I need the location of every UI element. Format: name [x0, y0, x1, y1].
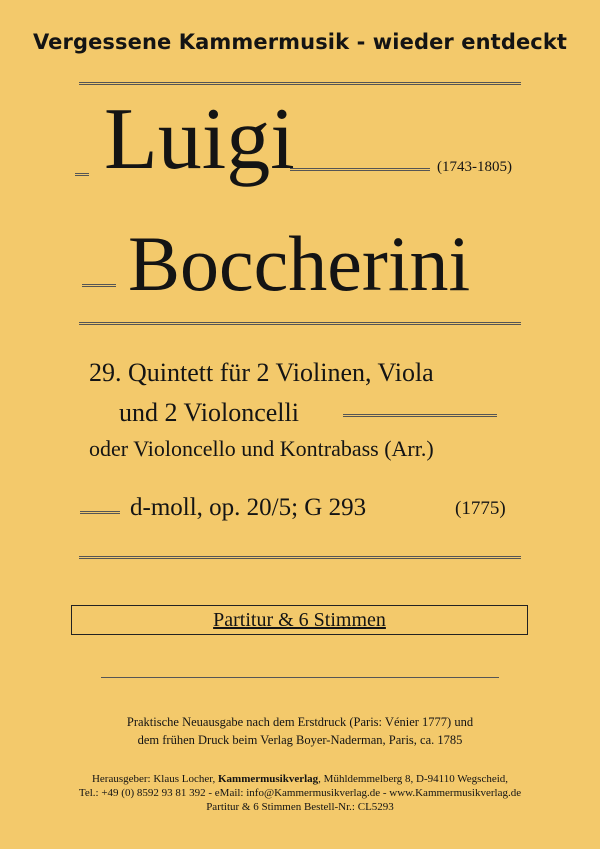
- publisher-address: , Mühldemmelberg 8, D-94110 Wegscheid,: [318, 773, 509, 785]
- series-title: Vergessene Kammermusik - wieder entdeckt: [32, 30, 568, 54]
- decor-line: [75, 173, 89, 176]
- decor-line: [80, 511, 120, 514]
- decor-line: [82, 284, 116, 287]
- composer-first-name: Luigi: [104, 91, 295, 188]
- work-year: (1775): [455, 498, 506, 519]
- divider-lower: [79, 556, 521, 559]
- source-note-line1: Praktische Neuausgabe nach dem Erstdruck (Paris: Vénier 1777) und: [126, 715, 474, 729]
- publisher-name: Kammermusikverlag: [217, 773, 319, 785]
- edition-label: Partitur & 6 Stimmen: [213, 609, 386, 631]
- divider-middle: [79, 322, 521, 325]
- thin-divider: [101, 677, 499, 678]
- decor-line: [343, 414, 497, 417]
- publisher-contact: Tel.: +49 (0) 8592 93 81 392 - eMail: info@Kammermusikverlag.de - www.Kammermusikverlag.de: [78, 787, 522, 799]
- work-alternative-scoring: oder Violoncello und Kontrabass (Arr.): [89, 436, 434, 461]
- work-title-line1: 29. Quintett für 2 Violinen, Viola: [89, 358, 434, 387]
- composer-last-name: Boccherini: [128, 220, 471, 307]
- editor-text: Herausgeber: Klaus Locher,: [91, 773, 218, 785]
- order-number: Partitur & 6 Stimmen Bestell-Nr.: CL5293: [206, 801, 394, 813]
- edition-box: [71, 605, 528, 635]
- work-key-catalog: d-moll, op. 20/5; G 293: [130, 494, 367, 521]
- divider-top: [79, 82, 521, 85]
- composer-dates: (1743-1805): [437, 159, 512, 175]
- decor-line: [290, 168, 430, 171]
- source-note-line2: dem frühen Druck beim Verlag Boyer-Naderman, Paris, ca. 1785: [137, 733, 463, 747]
- work-title-line2: und 2 Violoncelli: [119, 398, 299, 427]
- publisher-line: [0, 772, 600, 786]
